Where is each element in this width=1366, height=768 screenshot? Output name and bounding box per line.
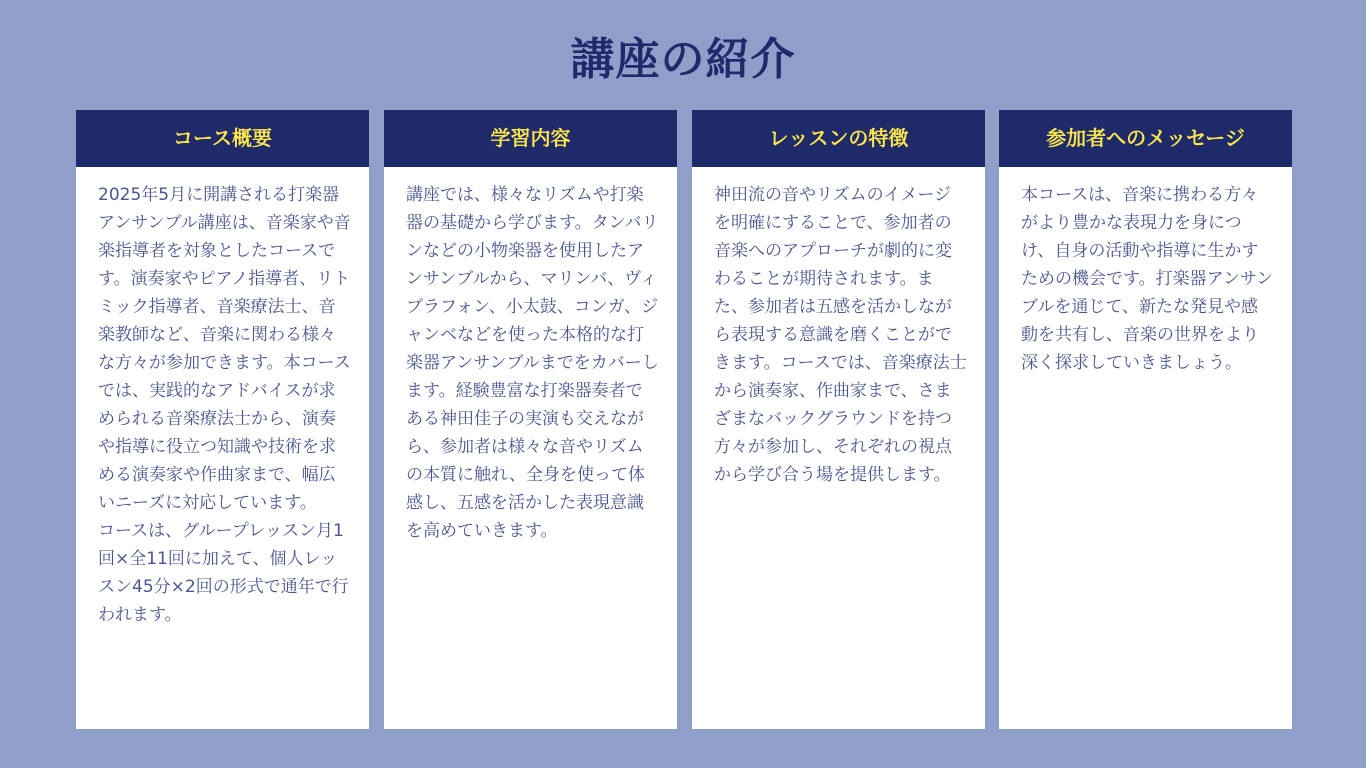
card-row [76,110,1292,729]
card-heading: 学習内容 [384,110,677,167]
card-learning-content [384,110,677,729]
card-heading: 参加者へのメッセージ [999,110,1292,167]
card-body-text: 本コースは、音楽に携わる方々がより豊かな表現力を身につけ、自身の活動や指導に生かすための機会です。打楽器アンサンブルを通じて、新たな発見や感動を共有し、音楽の世界をより深く探求していきましょう。 [1021,185,1274,373]
page-title: 講座の紹介 [570,34,796,85]
card-heading: レッスンの特徴 [692,110,985,167]
card-heading: コース概要 [76,110,369,167]
card-body-text: 2025年5月に開講される打楽器アンサンブル講座は、音楽家や音楽指導者を対象としたコースです。演奏家やピアノ指導者、リトミック指導者、音楽療法士、音楽教師など、音楽に関わる様々な方々が参加できます。本コースでは、実践的なアドバイスが求められる音楽療法士から、演奏や指導に役立つ知識や技術を求める演奏家や作曲家まで、幅広いニーズに対応しています。 コースは、グループレッスン月1回×全11回に加えて、個人レッスン45分×2回の形式で通年で行われます。 [98,185,351,625]
card-course-overview [76,110,369,729]
card-participant-message [999,110,1292,729]
card-body-text: 講座では、様々なリズムや打楽器の基礎から学びます。タンバリンなどの小物楽器を使用したアンサンブルから、マリンバ、ヴィブラフォン、小太鼓、コンガ、ジャンベなどを使った本格的な打楽器アンサンブルまでをカバーします。経験豊富な打楽器奏者である神田佳子の実演も交えながら、参加者は様々な音やリズムの本質に触れ、全身を使って体感し、五感を活かした表現意識を高めていきます。 [406,185,659,541]
card-lesson-features [692,110,985,729]
card-body-text: 神田流の音やリズムのイメージを明確にすることで、参加者の音楽へのアプローチが劇的に変わることが期待されます。また、参加者は五感を活かしながら表現する意識を磨くことができます。コースでは、音楽療法士から演奏家、作曲家まで、さまざまなバックグラウンドを持つ方々が参加し、それぞれの視点から学び合う場を提供します。 [714,185,967,485]
